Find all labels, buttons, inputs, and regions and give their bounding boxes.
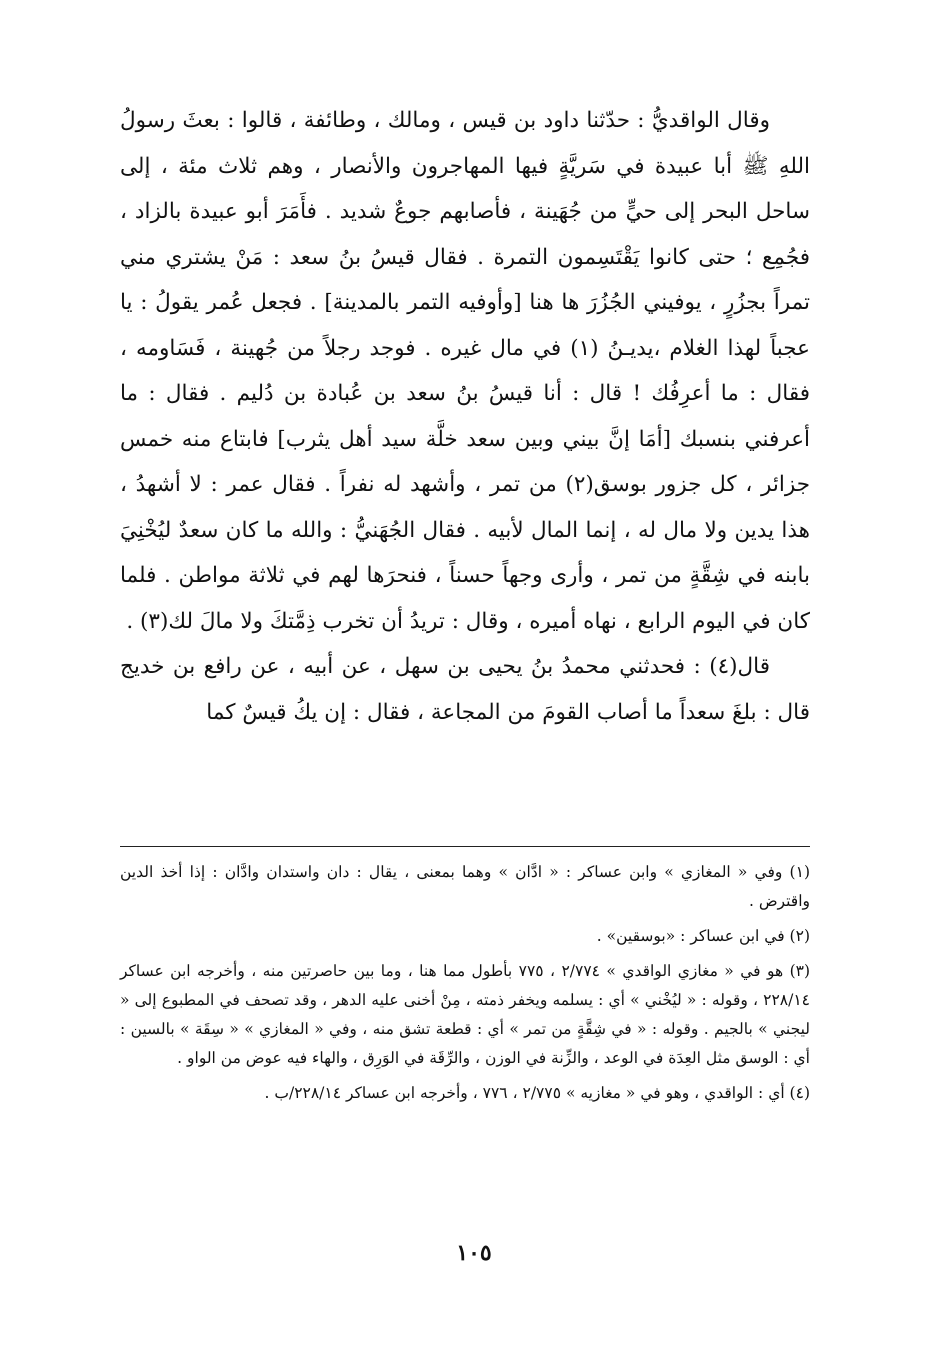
main-text-body [120, 98, 810, 735]
footnote: (٣) هو في « مغازي الواقدي » ٢/٧٧٤ ، ٧٧٥ بأطول مما هنا ، وما بين حاصرتين منه ، وأخرجه ابن عساكر ٢٢٨/١٤ ، وقوله : « ليُخْني » أي : يسلمه ويخفر ذمته ، مِنْ أخنى عليه الدهر ، وقد تصحف في المطبوع إلى « ليجني » بالجيم . وقوله : « في شِقَّةٍ من تمر » أي : قطعة تشق منه ، وفي « المغازي » « سِقَة » بالسين : أي : الوسق مثل العِدَة في الوعد ، والزِّنة في الوزن ، والرِّقَة في الوَرِق ، والهاء فيه عوض من الواو . [120, 962, 811, 1067]
main-paragraph: قال(٤) : فحدثني محمدُ بنُ يحيى بن سهل ، عن أبيه ، عن رافع بن خديج قال : بلغَ سعداً ما أصاب القومَ من المجاعة ، فقال : إن يكُ قيسٌ كما [120, 654, 810, 725]
footnote: (٤) أي : الواقدي ، وهو في « مغازيه » ٢/٧٧٥ ، ٧٧٦ ، وأخرجه ابن عساكر ٢٢٨/١٤/ب . [264, 1084, 810, 1102]
footnote: (١) وفي « المغازي » وابن عساكر : « ادَّان » وهما بمعنى ، يقال : دان واستدان وادَّان : إذا أخذ الدين واقترض . [120, 863, 810, 910]
footnotes [120, 858, 810, 1114]
footnote: (٢) في ابن عساكر : «بوسقين» . [596, 927, 810, 945]
page-number: ١٠٥ [456, 1240, 492, 1266]
footnote-separator [120, 846, 810, 847]
main-paragraph: وقال الواقديُّ : حدّثنا داود بن قيس ، ومالك ، وطائفة ، قالوا : بعثَ رسولُ اللهِ ﷺ أبا عبيدة في سَريَّةٍ فيها المهاجرون والأنصار ، وهم ثلاث مئة ، إلى ساحل البحر إلى حيٍّ من جُهَينة ، فأصابهم جوعٌ شديد . فأَمَرَ أبو عبيدة بالزاد ، فجُمِع ؛ حتى كانوا يَقْتَسِمون التمرة . فقال قيسُ بنُ سعد : مَنْ يشتري مني تمراً بجزُرٍ ، يوفيني الجُزُرَ ها هنا [وأوفيه التمر بالمدينة] . فجعل عُمر يقولُ : يا عجباً لهذا الغلام ،يديـنُ (١) في مال غيره . فوجد رجلاً من جُهينة ، فَسَاومه ، فقال : ما أعرِفُك ! قال : أنا قيسُ بنُ سعد بن عُبادة بن دُليم . فقال : ما أعرفني بنسبك [أمَا إنَّ بيني وبين سعد خلَّة سيد أهل يثرب] فابتاع منه خمس جزائر ، كل جزور بوسق(٢) من تمر ، وأشهد له نفراً . فقال عمر : لا أشهدُ ، هذا يدين ولا مال له ، إنما المال لأبيه . فقال الجُهَنيُّ : والله ما كان سعدٌ ليُخْنِيَ بابنه في شِقَّةٍ من تمر ، وأرى وجهاً حسناً ، فنحرَها لهم في ثلاثة مواطن . فلما كان في اليوم الرابع ، نهاه أميره ، وقال : تريدُ أن تخرب ذِمَّتكَ ولا مالَ لك(٣) . [120, 108, 810, 634]
